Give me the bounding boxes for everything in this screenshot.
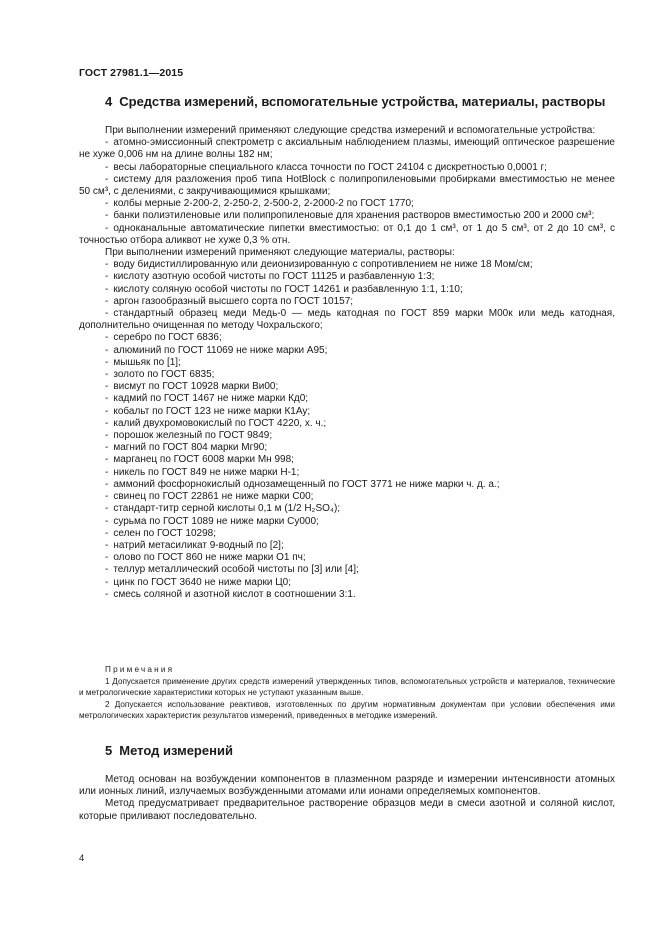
list-dash: - — [105, 552, 109, 564]
list-item-text: магний по ГОСТ 804 марки Мг90; — [113, 442, 268, 454]
list-dash: - — [105, 503, 109, 515]
list-item-text: стандарт-титр серной кислоты 0,1 м (1/2 H₂SO₄); — [113, 503, 341, 515]
list-dash: - — [105, 430, 109, 442]
list-item-text: натрий метасиликат 9-водный по [2]; — [113, 539, 284, 551]
material-item — [79, 381, 615, 393]
list-item-text: селен по ГОСТ 10298; — [113, 527, 217, 539]
list-dash: - — [105, 576, 109, 588]
material-item — [79, 479, 615, 491]
material-item — [79, 357, 615, 369]
list-dash: - — [105, 527, 109, 539]
list-dash: - — [105, 491, 109, 503]
list-dash: - — [105, 222, 109, 234]
list-item-text: марганец по ГОСТ 6008 марки Мн 998; — [113, 454, 294, 466]
list-item-text: систему для разложения проб типа HotBlock с полипропиленовыми пробирками вместимостью не менее 50 см³, с делениями, с закручивающимися крышками; — [79, 173, 615, 198]
material-item — [79, 442, 615, 454]
material-item — [79, 296, 615, 308]
list-dash: - — [105, 210, 109, 222]
list-dash: - — [105, 369, 109, 381]
note-1: 1 Допускается применение других средств измерений утвержденных типов, вспомогательных устройств и материалов, технические и метрологические характеристики которых не уступают указанным выше. — [79, 676, 615, 698]
list-item-text: кобальт по ГОСТ 123 не ниже марки К1Ау; — [113, 405, 311, 417]
list-dash: - — [105, 405, 109, 417]
list-item-text: сурьма по ГОСТ 1089 не ниже марки Су000; — [113, 515, 319, 527]
section-5-title: Метод измерений — [119, 743, 233, 758]
list-dash: - — [105, 478, 109, 490]
material-item — [79, 430, 615, 442]
list-item-text: мышьяк по [1]; — [113, 356, 181, 368]
material-item — [79, 284, 615, 296]
section-5-number: 5 — [105, 743, 113, 758]
list-dash: - — [105, 295, 109, 307]
material-item — [79, 418, 615, 430]
material-item — [79, 564, 615, 576]
instruments-intro: При выполнении измерений применяют следующие средства измерений и вспомогательные устройства: — [105, 125, 596, 136]
list-dash: - — [105, 271, 109, 283]
section-4-heading — [105, 94, 605, 109]
material-item — [79, 491, 615, 503]
list-dash: - — [105, 417, 109, 429]
material-item — [79, 540, 615, 552]
materials-list — [79, 259, 615, 601]
instrument-item — [79, 162, 615, 174]
instrument-item — [79, 174, 615, 198]
list-item-text: теллур металлический особой чистоты по [3] или [4]; — [113, 564, 359, 576]
list-item-text: никель по ГОСТ 849 не ниже марки Н-1; — [113, 466, 300, 478]
material-item — [79, 454, 615, 466]
section-4-title: Средства измерений, вспомогательные устройства, материалы, растворы — [119, 94, 606, 109]
notes-title: Примечания — [105, 665, 175, 674]
list-item-text: олово по ГОСТ 860 не ниже марки О1 пч; — [113, 552, 306, 564]
list-item-text: смесь соляной и азотной кислот в соотношении 3:1. — [113, 588, 356, 600]
instrument-item — [79, 223, 615, 247]
list-dash: - — [105, 259, 109, 271]
list-dash: - — [105, 515, 109, 527]
list-dash: - — [105, 356, 109, 368]
method-paragraph-2: Метод предусматривает предварительное растворение образцов меди в смеси азотной и соляной кислот, которые приливают последовательно. — [79, 798, 615, 822]
list-dash: - — [105, 283, 109, 295]
list-item-text: банки полиэтиленовые или полипропиленовые для хранения растворов вместимостью 200 и 2000 см³; — [113, 210, 595, 222]
list-item-text: порошок железный по ГОСТ 9849; — [113, 430, 273, 442]
list-item-text: весы лабораторные специального класса точности по ГОСТ 24104 с дискретностью 0,0001 г; — [113, 161, 547, 173]
list-dash: - — [105, 539, 109, 551]
list-dash: - — [105, 344, 109, 356]
material-item — [79, 552, 615, 564]
list-dash: - — [105, 454, 109, 466]
material-item — [79, 259, 615, 271]
list-dash: - — [105, 173, 109, 185]
list-item-text: атомно-эмиссионный спектрометр с аксиальным наблюдением плазмы, имеющий оптическое разрешение не хуже 0,006 нм на длине волны 182 нм; — [79, 137, 615, 161]
section-4-body — [79, 125, 615, 601]
note-2: 2 Допускается использование реактивов, изготовленных по другим нормативным документам при условии обеспечения ими метрологических характеристик результатов измерений, приведенных в методике измерений. — [79, 699, 615, 721]
material-item — [79, 369, 615, 381]
list-item-text: кадмий по ГОСТ 1467 не ниже марки Кд0; — [113, 393, 309, 405]
list-dash: - — [105, 332, 109, 344]
material-item — [79, 503, 615, 515]
instrument-item — [79, 198, 615, 210]
list-dash: - — [105, 564, 109, 576]
method-paragraph-1: Метод основан на возбуждении компонентов в плазменном разряде и измерении интенсивности атомных или ионных линий, излучаемых возбужденными атомами или ионами определяемых компонентов. — [79, 774, 615, 798]
list-dash: - — [105, 466, 109, 478]
instruments-list — [79, 137, 615, 247]
list-item-text: калий двухромовокислый по ГОСТ 4220, х. ч.; — [113, 417, 327, 429]
list-dash: - — [105, 588, 109, 600]
section-5-body — [79, 774, 615, 823]
material-item — [79, 516, 615, 528]
notes-block — [79, 664, 615, 722]
material-item — [79, 332, 615, 344]
material-item — [79, 589, 615, 601]
list-item-text: колбы мерные 2-200-2, 2-250-2, 2-500-2, 2-2000-2 по ГОСТ 1770; — [113, 198, 414, 210]
list-item-text: аммоний фосфорнокислый однозамещенный по ГОСТ 3771 не ниже марки ч. д. а.; — [113, 478, 500, 490]
list-dash: - — [105, 198, 109, 210]
list-item-text: серебро по ГОСТ 6836; — [113, 332, 222, 344]
list-dash: - — [105, 161, 109, 173]
list-item-text: кислоту соляную особой чистоты по ГОСТ 14261 и разбавленную 1:1, 1:10; — [113, 283, 463, 295]
list-item-text: стандартный образец меди Медь-0 — медь катодная по ГОСТ 859 марки М00к или медь катодная, дополнительно очищенная по методу Чохральского; — [79, 308, 615, 332]
section-4-number: 4 — [105, 94, 113, 109]
list-dash: - — [105, 308, 109, 320]
list-item-text: цинк по ГОСТ 3640 не ниже марки Ц0; — [113, 576, 291, 588]
material-item — [79, 271, 615, 283]
list-item-text: золото по ГОСТ 6835; — [113, 369, 215, 381]
list-dash: - — [105, 442, 109, 454]
instrument-item — [79, 137, 615, 161]
list-item-text: свинец по ГОСТ 22861 не ниже марки С00; — [113, 491, 314, 503]
material-item — [79, 577, 615, 589]
list-item-text: кислоту азотную особой чистоты по ГОСТ 11125 и разбавленную 1:3; — [113, 271, 435, 283]
material-item — [79, 345, 615, 357]
instrument-item — [79, 210, 615, 222]
list-item-text: аргон газообразный высшего сорта по ГОСТ 10157; — [113, 295, 354, 307]
list-item-text: висмут по ГОСТ 10928 марки Ви00; — [113, 381, 279, 393]
section-5-heading — [105, 743, 233, 758]
list-item-text: одноканальные автоматические пипетки вместимостью: от 0,1 до 1 см³, от 1 до 5 см³, от 2 до 10 см³, с точностью отбора аликвот не хуже 0,3 % отн. — [79, 222, 615, 246]
material-item — [79, 406, 615, 418]
list-item-text: воду бидистиллированную или деионизированную с сопротивлением не ниже 18 Мом/см; — [113, 259, 533, 271]
material-item — [79, 467, 615, 479]
page-number: 4 — [79, 853, 85, 864]
list-dash: - — [105, 137, 109, 149]
list-dash: - — [105, 393, 109, 405]
list-dash: - — [105, 381, 109, 393]
material-item — [79, 528, 615, 540]
list-item-text: алюминий по ГОСТ 11069 не ниже марки А95; — [113, 344, 328, 356]
material-item — [79, 308, 615, 332]
material-item — [79, 393, 615, 405]
materials-intro: При выполнении измерений применяют следующие материалы, растворы: — [105, 247, 455, 259]
document-header: ГОСТ 27981.1—2015 — [79, 67, 184, 79]
